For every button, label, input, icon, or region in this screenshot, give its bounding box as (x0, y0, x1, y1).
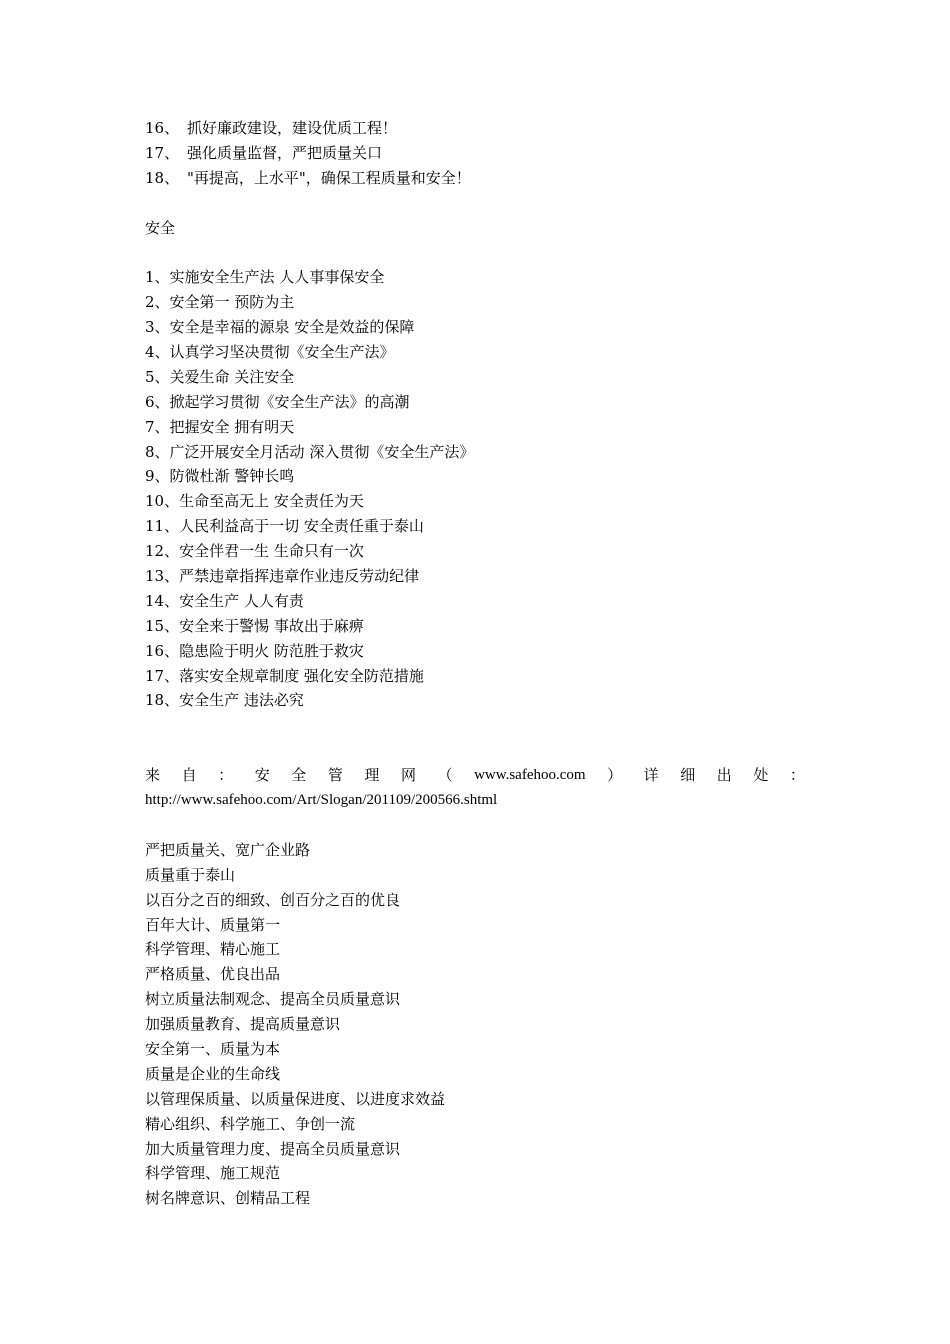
source-token: 管 (327, 766, 343, 785)
quality-slogan: 安全第一、质量为本 (145, 1039, 281, 1058)
safety-item: 15、安全来于警惕 事故出于麻痹 (145, 616, 364, 635)
spacer (145, 713, 805, 738)
quality-slogan: 精心组织、科学施工、争创一流 (145, 1114, 356, 1133)
safety-item: 11、人民利益高于一切 安全责任重于泰山 (145, 517, 424, 536)
safety-item: 2、安全第一 预防为主 (145, 293, 295, 312)
safety-item: 4、认真学习坚决贯彻《安全生产法》 (145, 343, 395, 362)
document-page (145, 116, 805, 1211)
spacer (145, 738, 805, 763)
source-token: 出 (716, 766, 732, 785)
safety-item: 5、关爱生命 关注安全 (145, 367, 295, 386)
quality-slogan: 严把质量关、宽广企业路 (145, 840, 311, 859)
item-text: 抓好廉政建设，建设优质工程！ (187, 119, 398, 137)
source-token: ： (218, 766, 234, 785)
quality-slogan: 质量重于泰山 (145, 865, 236, 884)
spacer (145, 191, 805, 216)
source-line (145, 763, 805, 788)
item-text: 强化质量监督，严把质量关口 (187, 143, 383, 162)
quality-slogan: 加强质量教育、提高质量意识 (145, 1015, 341, 1034)
section-heading-safety: 安全 (145, 218, 176, 237)
source-token: 详 (643, 766, 659, 785)
source-token: ： (789, 766, 805, 785)
quality-slogan: 加大质量管理力度、提高全员质量意识 (145, 1139, 401, 1158)
item-text: "再提高，上水平"，确保工程质量和安全！ (187, 168, 471, 187)
source-token: 来 (145, 766, 161, 785)
safety-item: 17、落实安全规章制度 强化安全防范措施 (145, 666, 424, 685)
item-number: 17、 (145, 143, 180, 162)
safety-item: 14、安全生产 人人有责 (145, 591, 304, 610)
source-token: 细 (680, 766, 696, 785)
source-token: 网 (400, 766, 416, 785)
safety-item: 18、安全生产 违法必究 (145, 691, 304, 710)
safety-item: 3、安全是幸福的源泉 安全是效益的保障 (145, 318, 415, 337)
quality-item-16 (145, 116, 805, 141)
safety-item: 8、广泛开展安全月活动 深入贯彻《安全生产法》 (145, 442, 475, 461)
spacer (145, 240, 805, 265)
source-token: 自 (181, 766, 197, 785)
quality-item-18 (145, 166, 805, 191)
quality-item-17 (145, 141, 805, 166)
quality-slogan: 以管理保质量、以质量保进度、以进度求效益 (145, 1089, 446, 1108)
quality-slogan: 严格质量、优良出品 (145, 965, 281, 984)
source-site-link[interactable]: www.safehoo.com (474, 767, 586, 784)
quality-slogan: 树名牌意识、创精品工程 (145, 1189, 311, 1208)
safety-item: 1、实施安全生产法 人人事事保安全 (145, 268, 385, 287)
source-token: 安 (254, 766, 270, 785)
item-number: 16、 (145, 119, 180, 137)
spacer (145, 813, 805, 838)
source-token: 理 (364, 766, 380, 785)
quality-slogan: 科学管理、精心施工 (145, 940, 281, 959)
quality-slogan: 以百分之百的细致、创百分之百的优良 (145, 890, 401, 909)
quality-slogan: 质量是企业的生命线 (145, 1064, 281, 1083)
source-token: 全 (291, 766, 307, 785)
source-token: 处 (753, 766, 769, 785)
safety-item: 10、生命至高无上 安全责任为天 (145, 492, 364, 511)
safety-item: 9、防微杜渐 警钟长鸣 (145, 467, 295, 486)
safety-item: 12、安全伴君一生 生命只有一次 (145, 542, 364, 561)
source-token: ） (607, 766, 623, 785)
safety-item: 7、把握安全 拥有明天 (145, 417, 295, 436)
source-token: （ (437, 766, 453, 785)
source-url-link[interactable]: http://www.safehoo.com/Art/Slogan/201109/200566.shtml (145, 792, 498, 809)
safety-item: 16、隐患险于明火 防范胜于救灾 (145, 641, 364, 660)
safety-item: 6、掀起学习贯彻《安全生产法》的高潮 (145, 392, 410, 411)
quality-slogan: 科学管理、施工规范 (145, 1164, 281, 1183)
safety-item: 13、严禁违章指挥违章作业违反劳动纪律 (145, 567, 420, 586)
quality-slogan: 百年大计、质量第一 (145, 915, 281, 934)
quality-slogan: 树立质量法制观念、提高全员质量意识 (145, 990, 401, 1009)
item-number: 18、 (145, 168, 180, 187)
